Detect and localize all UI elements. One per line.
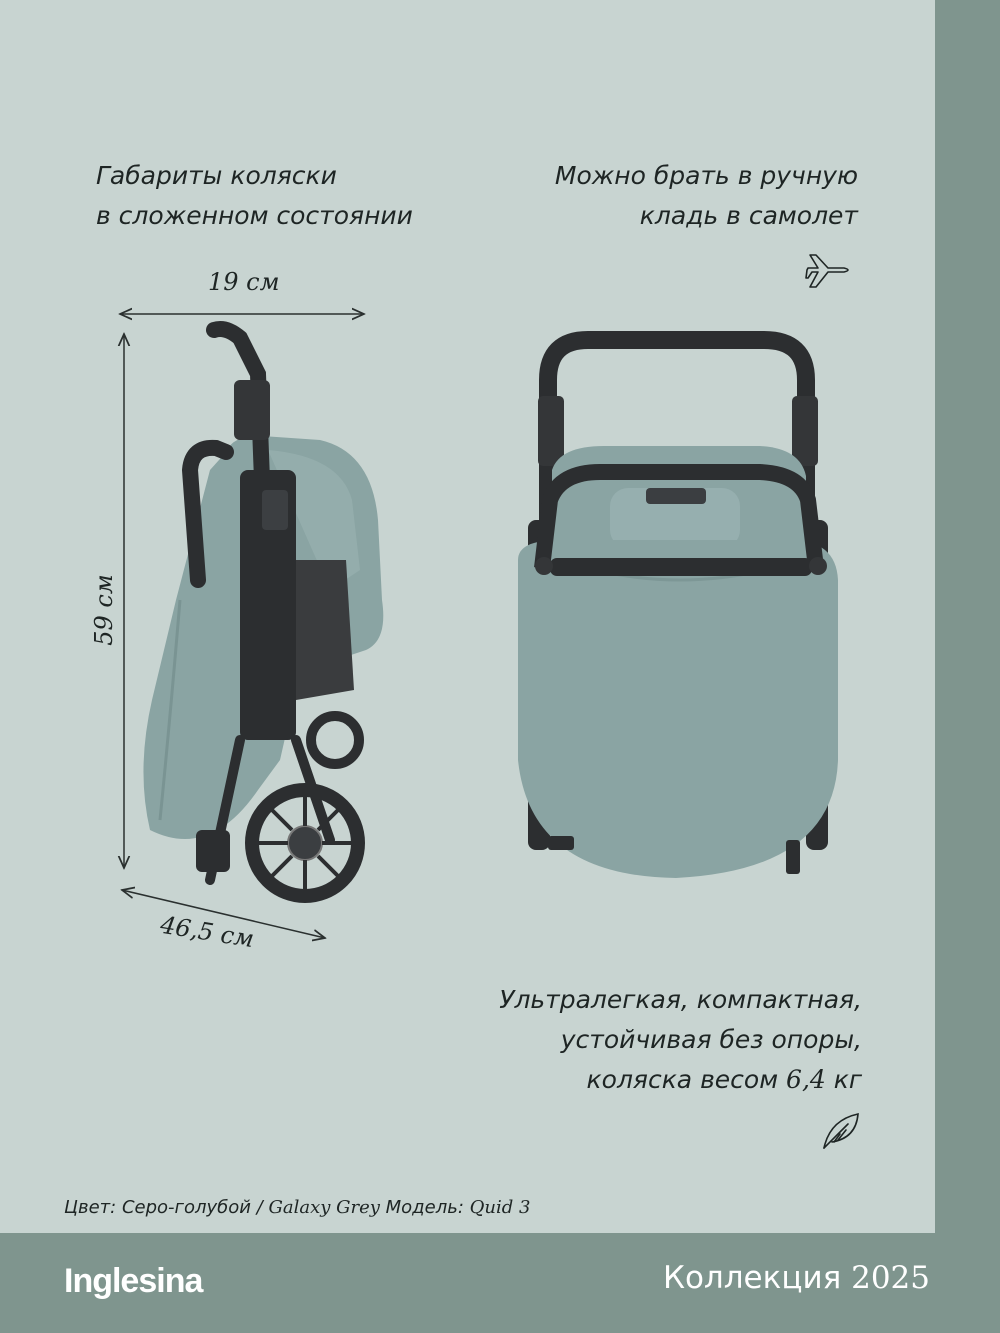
weight-prefix: коляска весом <box>586 1065 787 1094</box>
folded-dimensions-title-line1: Габариты коляски <box>96 161 337 190</box>
width-dimension-label: 19 см <box>208 268 280 296</box>
weight-unit: кг <box>825 1065 862 1094</box>
features-line2: устойчивая без опоры, <box>560 1025 862 1054</box>
brand-logo: Inglesina <box>64 1262 203 1300</box>
carry-on-title-line1: Можно брать в ручную <box>554 161 858 190</box>
collection-year: 2025 <box>851 1260 930 1296</box>
folded-stroller-side-image <box>143 329 383 896</box>
weight-value: 6,4 <box>786 1065 826 1094</box>
folded-dimensions-title-line2: в сложенном состоянии <box>96 201 413 230</box>
height-dimension-label: 59 см <box>89 574 118 646</box>
airplane-icon <box>806 255 848 287</box>
collection-word: Коллекция <box>662 1260 852 1296</box>
color-label: Цвет: <box>64 1197 122 1218</box>
color-value-ru: Серо-голубой / <box>121 1197 269 1218</box>
feather-icon <box>824 1114 858 1148</box>
folded-stroller-front-image <box>518 340 838 878</box>
carry-on-title-line2: кладь в самолет <box>639 201 858 230</box>
model-label: Модель: <box>379 1197 470 1218</box>
features-line1: Ультралегкая, компактная, <box>499 985 862 1014</box>
model-value: Quid 3 <box>469 1197 531 1218</box>
color-value-en: Galaxy Grey <box>268 1197 380 1218</box>
depth-dimension-label: 46,5 см <box>158 910 257 954</box>
